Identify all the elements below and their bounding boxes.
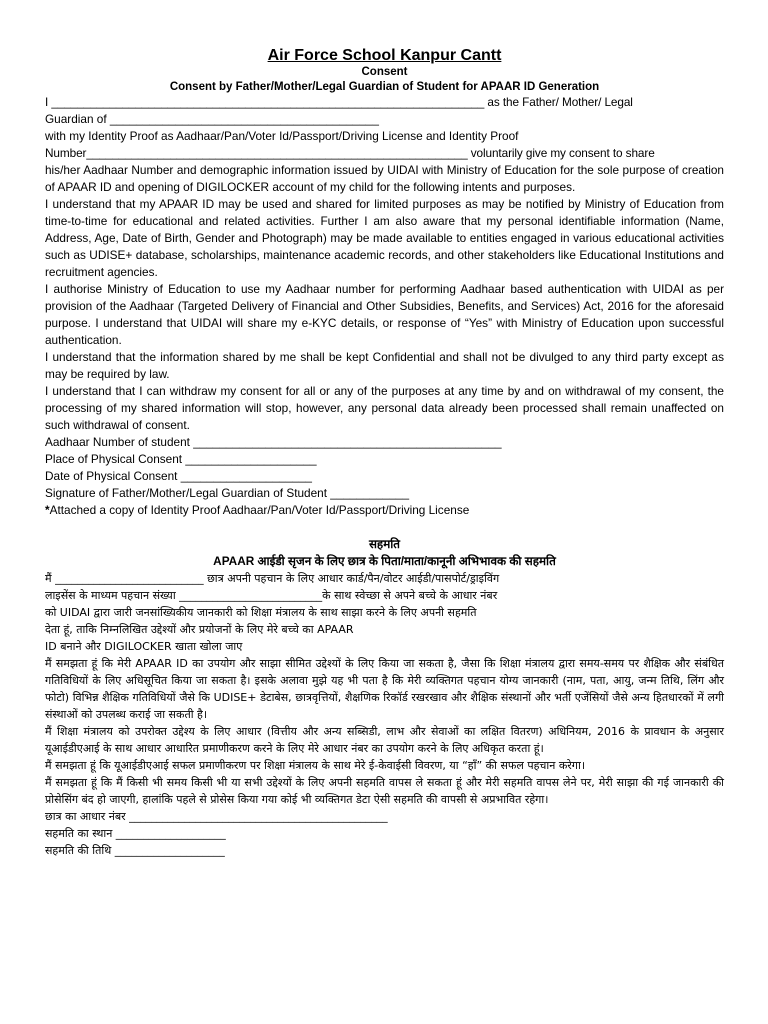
share-consent-paragraph: his/her Aadhaar Number and demographic information issued by UIDAI with Ministry of Education for the sole purpose of creation of APAAR ID and opening of DIGILOCKER account of my child for the following intents and purposes. bbox=[45, 163, 724, 194]
consent-place-field: Place of Physical Consent ____________________ bbox=[45, 452, 317, 466]
footnote-asterisk: * bbox=[45, 503, 50, 517]
confidential-paragraph: I understand that the information shared by me shall be kept Confidential and shall not be divulged to any third party except as may be required by law. bbox=[45, 350, 724, 381]
hindi-line-3: को UIDAI द्वारा जारी जनसांख्यिकीय जानकारी को शिक्षा मंत्रालय के साथ साझा करने के लिए अपनी सहमति bbox=[45, 606, 477, 619]
hindi-line-2: लाइसेंस के माध्यम पहचान संख्या __________________________के साथ स्वेच्छा से अपने बच्चे के आधार नंबर bbox=[45, 589, 498, 602]
identity-proof-line: with my Identity Proof as Aadhaar/Pan/Voter Id/Passport/Driving License and Identity Proof bbox=[45, 129, 519, 143]
authorise-paragraph: I authorise Ministry of Education to use my Aadhaar number for performing Aadhaar based authentication with UIDAI as per provision of the Aadhaar (Targeted Delivery of Financial and Other Subsidies, Benefits, and Services) Act, 2016 for the aforesaid purpose. I understand that UIDAI will share my e-KYC details, or response of “Yes” with Ministry of Education upon successful authentication. bbox=[45, 282, 724, 347]
consent-date-field: Date of Physical Consent ____________________ bbox=[45, 469, 312, 483]
hindi-ekyc-paragraph: मैं समझता हूं कि यूआईडीएआई सफल प्रमाणीकरण पर शिक्षा मंत्रालय के साथ मेरे ई-केवाईसी विवरण, या “हाँ” की सफल पहचान करेगा। bbox=[45, 759, 586, 772]
aadhaar-number-field: Aadhaar Number of student _______________________________________________ bbox=[45, 435, 502, 449]
apaar-usage-paragraph: I understand that my APAAR ID may be used and shared for limited purposes as may be notified by Ministry of Education from time-to-time for educational and related activities. Further I am also aware that my personal identifiable information (Name, Address, Age, Date of Birth, Gender and Photograph) may be made available to entities engaged in various educational activities such as UDISE+ database, scholarships, maintenance academic records, and other stakeholders like Educational Institutions and recruitment agencies. bbox=[45, 197, 724, 279]
hindi-subtitle: APAAR आईडी सृजन के लिए छात्र के पिता/माता/कानूनी अभिभावक की सहमति bbox=[213, 554, 556, 568]
identity-number-line: Number___________________________________________________________ voluntarily give my consent to share bbox=[45, 146, 655, 160]
guardian-of-line: Guardian of _________________________________________ bbox=[45, 112, 379, 126]
hindi-line-4: देता हूं, ताकि निम्नलिखित उद्देश्यों और प्रयोजनों के लिए मेरे बच्चे का APAAR bbox=[45, 623, 354, 636]
guardian-signature-field: Signature of Father/Mother/Legal Guardian of Student ____________ bbox=[45, 486, 409, 500]
footnote-text: Attached a copy of Identity Proof Aadhaar/Pan/Voter Id/Passport/Driving License bbox=[49, 503, 470, 517]
school-title: Air Force School Kanpur Cantt bbox=[267, 47, 502, 64]
hindi-authorise-paragraph: मैं शिक्षा मंत्रालय को उपरोक्त उद्देश्य के लिए आधार (वित्तीय और अन्य सब्सिडी, लाभ और सेवाओं का लक्षित वितरण) अधिनियम, 2016 के प्रावधान के अनुसार यूआईडीएआई के साथ आधार आधारित प्रमाणीकरण करने के लिए मेरे आधार नंबर का उपयोग करने के लिए अधिकृत करता हूं। bbox=[45, 725, 724, 755]
form-subtitle: Consent by Father/Mother/Legal Guardian of Student for APAAR ID Generation bbox=[169, 81, 600, 93]
consent-heading: Consent bbox=[361, 66, 408, 78]
hindi-apaar-usage-paragraph: मैं समझता हूं कि मेरी APAAR ID का उपयोग और साझा सीमित उद्देश्यों के लिए किया जा सकता है, जैसा कि शिक्षा मंत्रालय द्वारा समय-समय पर शैक्षिक और संबंधित गतिविधियों के लिए अधिसूचित किया जा सकता है। इसके अलावा मुझे यह भी पता है कि मेरी व्यक्तिगत पहचान योग्य जानकारी (नाम, पता, आयु, जन्म तिथि, लिंग और फोटो) विभिन्न शैक्षिक गतिविधियों जैसे कि UDISE+ डेटाबेस, छात्रवृत्तियों, शैक्षणिक रिकॉर्ड रखरखाव और शैक्षिक संस्थानों और भर्ती एजेंसियों जैसे अन्य हितधारकों में लगी संस्थाओं को उपलब्ध कराई जा सकती है। bbox=[45, 657, 724, 721]
hindi-line-1: मैं ___________________________ छात्र अपनी पहचान के लिए आधार कार्ड/पैन/वोटर आईडी/पासपोर्ट/ड्राइविंग bbox=[45, 572, 500, 585]
declarant-name-line: I ___________________________________________________________________ as the Father/ Mother/ Legal bbox=[45, 95, 633, 109]
hindi-withdraw-paragraph: मैं समझता हूं कि मैं किसी भी समय किसी भी या सभी उद्देश्यों के लिए अपनी सहमति वापस ले सकता हूं और मेरी सहमति वापस लेने पर, मेरी साझा की गई जानकारी की प्रोसेसिंग बंद हो जाएगी, हालांकि पहले से प्रोसेस किया गया कोई भी व्यक्तिगत डेटा ऐसी सहमति की वापसी से अप्रभावित रहेगा। bbox=[45, 776, 724, 806]
section-divider-space bbox=[45, 519, 724, 536]
hindi-consent-place-field: सहमति का स्थान ____________________ bbox=[45, 827, 226, 840]
hindi-aadhaar-number-field: छात्र का आधार नंबर _______________________________________________ bbox=[45, 810, 388, 823]
hindi-title: सहमति bbox=[368, 537, 401, 551]
hindi-line-5: ID बनाने और DIGILOCKER खाता खोला जाए bbox=[45, 640, 243, 653]
hindi-consent-date-field: सहमति की तिथि ____________________ bbox=[45, 844, 225, 857]
attachment-footnote bbox=[45, 502, 724, 519]
withdraw-paragraph: I understand that I can withdraw my consent for all or any of the purposes at any time by and on withdrawal of my consent, the processing of my shared information will stop, however, any personal data already been processed shall remain unaffected on such withdrawal of consent. bbox=[45, 384, 724, 432]
